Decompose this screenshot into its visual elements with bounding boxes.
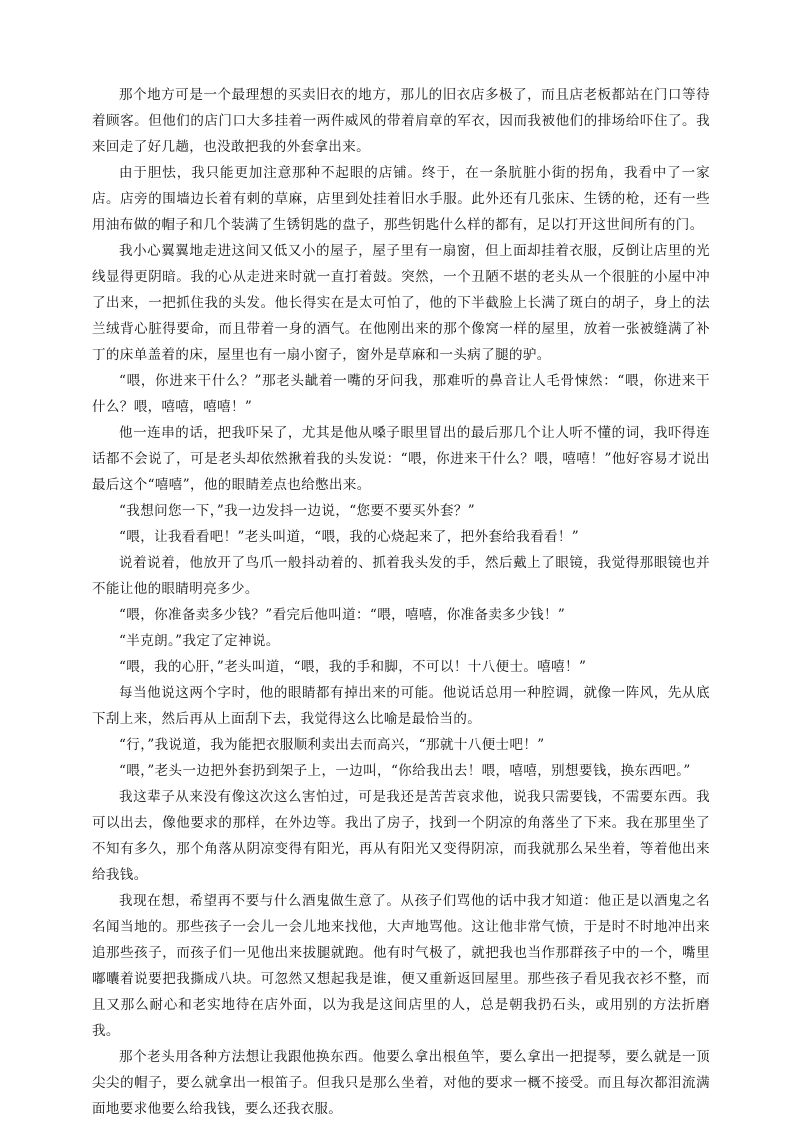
paragraph-10: “半克朗。”我定了定神说。 [119,633,280,649]
paragraph-9: “喂，你准备卖多少钱？”看完后他叫道：“喂，嘻嘻，你准备卖多少钱！” [119,607,566,623]
paragraph-12: 每当他说这两个字时，他的眼睛都有掉出来的可能。他说话总用一种腔调，就像一阵风，先从底下刮上来，然后再从上面刮下去，我觉得这么比喻是最恰当的。 [92,685,710,727]
paragraph-16: 我现在想，希望再不要与什么酒鬼做生意了。从孩子们骂他的话中我才知道：他正是以酒鬼之名名闻当地的。那些孩子一会儿一会儿地来找他，大声地骂他。这让他非常气愤，于是时不时地冲出来追那些孩子，而孩子们一见他出来拔腿就跑。他有时气极了，就把我也当作那群孩子中的一个，嘴里嘟囔着说要把我撕成八块。可忽然又想起我是谁，便又重新返回屋里。那些孩子看见我衣衫不整，而且又那么耐心和老实地待在店外面，以为我是这间店里的人，总是朝我扔石头，或用别的方法折磨我。 [92,893,710,1039]
paragraph-13: “行，”我说道，我为能把衣服顺利卖出去而高兴，“那就十八便士吧！” [119,737,545,753]
paragraph-1: 那个地方可是一个最理想的买卖旧衣的地方，那儿的旧衣店多极了，而且店老板都站在门口等待着顾客。但他们的店门口大多挂着一两件威风的带着肩章的军衣，因而我被他们的排场给吓住了。我来回走了好几趟，也没敢把我的外套拿出来。 [92,87,710,155]
paragraph-4: “喂，你进来干什么？”那老头龇着一嘴的牙问我，那难听的鼻音让人毛骨悚然：“喂，你进来干什么？喂，嘻嘻，嘻嘻！” [92,373,710,415]
paragraph-2: 由于胆怯，我只能更加注意那种不起眼的店铺。终于，在一条肮脏小街的拐角，我看中了一家店。店旁的围墙边长着有刺的草麻，店里到处挂着旧水手服。此外还有几张床、生锈的枪，还有一些用油布做的帽子和几个装满了生锈钥匙的盘子，那些钥匙什么样的都有，足以打开这世间所有的门。 [92,165,710,233]
paragraph-17: 那个老头用各种方法想让我跟他换东西。他要么拿出根鱼竿，要么拿出一把提琴，要么就是一顶尖尖的帽子，要么就拿出一根笛子。但我只是那么坐着，对他的要求一概不接受。而且每次都泪流满面地要求他要么给我钱，要么还我衣服。 [92,1049,710,1117]
paragraph-3: 我小心翼翼地走进这间又低又小的屋子，屋子里有一扇窗，但上面却挂着衣服，反倒让店里的光线显得更阴暗。我的心从走进来时就一直打着鼓。突然，一个丑陋不堪的老头从一个很脏的小屋中冲了出来，一把抓住我的头发。他长得实在是太可怕了，他的下半截脸上长满了斑白的胡子，身上的法兰绒背心脏得要命，而且带着一身的酒气。在他刚出来的那个像窝一样的屋里，放着一张被缝满了补丁的床单盖着的床，屋里也有一扇小窗子，窗外是草麻和一头病了腿的驴。 [92,243,710,363]
paragraph-7: “喂，让我看看吧！”老头叫道，“喂，我的心烧起来了，把外套给我看看！” [119,529,580,545]
paragraph-15: 我这辈子从来没有像这次这么害怕过，可是我还是苦苦哀求他，说我只需要钱，不需要东西。我可以出去，像他要求的那样，在外边等。我出了房子，找到一个阴凉的角落坐了下来。我在那里坐了不知有多久，那个角落从阴凉变得有阳光，再从有阳光又变得阴凉，而我就那么呆坐着，等着他出来给我钱。 [92,789,710,883]
paragraph-14: “喂，”老头一边把外套扔到架子上，一边叫，“你给我出去！喂，嘻嘻，别想要钱，换东西吧。” [119,763,691,779]
paragraph-8: 说着说着，他放开了鸟爪一般抖动着的、抓着我头发的手，然后戴上了眼镜，我觉得那眼镜也并不能让他的眼睛明亮多少。 [92,555,710,597]
paragraph-5: 他一连串的话，把我吓呆了，尤其是他从嗓子眼里冒出的最后那几个让人听不懂的词，我吓得连话都不会说了，可是老头却依然揪着我的头发说：“喂，你进来干什么？喂，嘻嘻！”他好容易才说出最后这个“嘻嘻”，他的眼睛差点也给憋出来。 [92,425,710,493]
paragraph-6: “我想问您一下，”我一边发抖一边说，“您要不要买外套？” [119,503,476,519]
document-body [92,82,710,1122]
paragraph-11: “喂，我的心肝，”老头叫道，“喂，我的手和脚，不可以！十八便士。嘻嘻！” [119,659,587,675]
